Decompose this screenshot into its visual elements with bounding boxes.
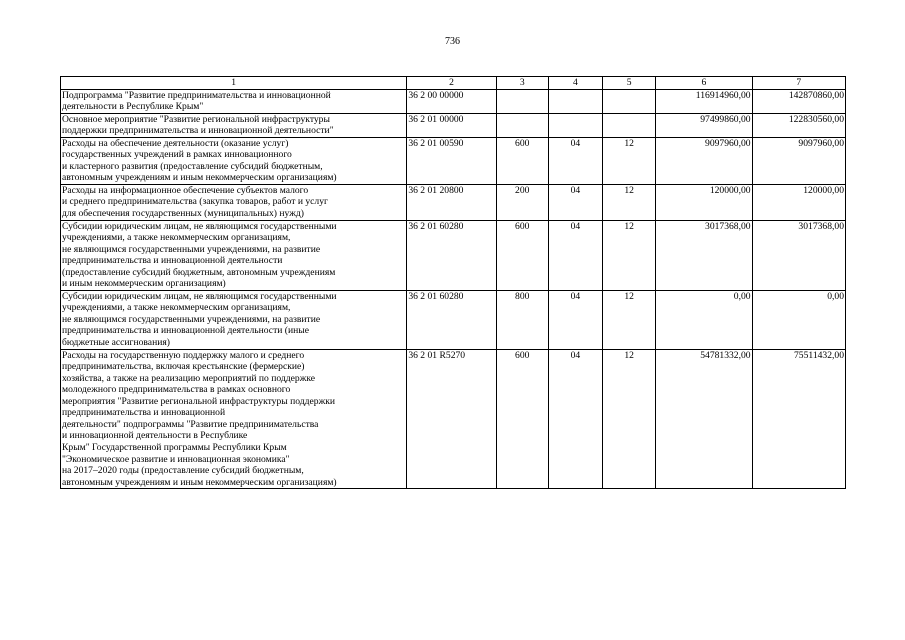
target-article-code: 36 2 01 00590 <box>407 137 496 184</box>
subsection-code <box>603 89 656 113</box>
amount-col7: 142870860,00 <box>752 89 845 113</box>
target-article-code: 36 2 00 00000 <box>407 89 496 113</box>
expense-name: Расходы на информационное обеспечение субъектов малого и среднего предпринимательства (закупка товаров, работ и услуг для обеспечения государственных (муниципальных) нужд) <box>61 184 407 220</box>
column-header-4: 4 <box>548 77 602 90</box>
target-article-code: 36 2 01 20800 <box>407 184 496 220</box>
target-article-code: 36 2 01 60280 <box>407 290 496 349</box>
section-code: 04 <box>548 137 602 184</box>
amount-col7: 122830560,00 <box>752 113 845 137</box>
table-row <box>61 113 846 137</box>
expense-name: Основное мероприятие "Развитие региональной инфраструктуры поддержки предпринимательства и инновационной деятельности" <box>61 113 407 137</box>
column-header-6: 6 <box>656 77 752 90</box>
subsection-code: 12 <box>603 290 656 349</box>
table-row <box>61 290 846 349</box>
section-code <box>548 89 602 113</box>
column-header-5: 5 <box>603 77 656 90</box>
target-article-code: 36 2 01 00000 <box>407 113 496 137</box>
subsection-code <box>603 113 656 137</box>
table-row <box>61 220 846 290</box>
amount-col6: 97499860,00 <box>656 113 752 137</box>
section-code: 04 <box>548 290 602 349</box>
expense-name: Субсидии юридическим лицам, не являющимся государственными учреждениями, а также некоммерческим организациям, не являющимся государственными учреждениями, на развитие предпринимательства и инновационной деятельности (иные бюджетные ассигнования) <box>61 290 407 349</box>
subsection-code: 12 <box>603 220 656 290</box>
expense-type-code: 600 <box>496 220 548 290</box>
section-code <box>548 113 602 137</box>
amount-col6: 116914960,00 <box>656 89 752 113</box>
expense-type-code: 600 <box>496 137 548 184</box>
subsection-code: 12 <box>603 137 656 184</box>
section-code: 04 <box>548 220 602 290</box>
budget-table <box>60 76 846 489</box>
amount-col6: 9097960,00 <box>656 137 752 184</box>
expense-type-code <box>496 89 548 113</box>
subsection-code: 12 <box>603 184 656 220</box>
expense-type-code <box>496 113 548 137</box>
target-article-code: 36 2 01 60280 <box>407 220 496 290</box>
section-code: 04 <box>548 349 602 489</box>
amount-col6: 0,00 <box>656 290 752 349</box>
column-header-7: 7 <box>752 77 845 90</box>
table-row <box>61 137 846 184</box>
amount-col7: 120000,00 <box>752 184 845 220</box>
expense-name: Расходы на государственную поддержку малого и среднего предпринимательства, включая крестьянские (фермерские) хозяйства, а также на реализацию мероприятий по поддержке молодежного предпринимательства в рамках основного мероприятия "Развитие региональной инфраструктуры поддержки предпринимательства и инновационной деятельности" подпрограммы "Развитие предпринимательства и инновационной деятельности в Республике Крым" Государственной программы Республики Крым "Экономическое развитие и инновационная экономика" на 2017–2020 годы (предоставление субсидий бюджетным, автономным учреждениям и иным некоммерческим организациям) <box>61 349 407 489</box>
table-row <box>61 349 846 489</box>
amount-col7: 75511432,00 <box>752 349 845 489</box>
table-header-row <box>61 77 846 90</box>
column-header-1: 1 <box>61 77 407 90</box>
amount-col7: 3017368,00 <box>752 220 845 290</box>
expense-type-code: 600 <box>496 349 548 489</box>
column-header-3: 3 <box>496 77 548 90</box>
amount-col6: 3017368,00 <box>656 220 752 290</box>
amount-col7: 0,00 <box>752 290 845 349</box>
target-article-code: 36 2 01 R5270 <box>407 349 496 489</box>
amount-col6: 54781332,00 <box>656 349 752 489</box>
expense-name: Расходы на обеспечение деятельности (оказание услуг) государственных учреждений в рамках инновационного и кластерного развития (предоставление субсидий бюджетным, автономным учреждениям и иным некоммерческим организациям) <box>61 137 407 184</box>
amount-col7: 9097960,00 <box>752 137 845 184</box>
expense-name: Подпрограмма "Развитие предпринимательства и инновационной деятельности в Республике Крым" <box>61 89 407 113</box>
section-code: 04 <box>548 184 602 220</box>
expense-type-code: 200 <box>496 184 548 220</box>
amount-col6: 120000,00 <box>656 184 752 220</box>
expense-type-code: 800 <box>496 290 548 349</box>
expense-name: Субсидии юридическим лицам, не являющимся государственными учреждениями, а также некоммерческим организациям, не являющимся государственными учреждениями, на развитие предпринимательства и инновационной деятельности (предоставление субсидий бюджетным, автономным учреждениям и иным некоммерческим организациям) <box>61 220 407 290</box>
subsection-code: 12 <box>603 349 656 489</box>
table-row <box>61 184 846 220</box>
page-number: 736 <box>445 36 460 47</box>
column-header-2: 2 <box>407 77 496 90</box>
table-row <box>61 89 846 113</box>
